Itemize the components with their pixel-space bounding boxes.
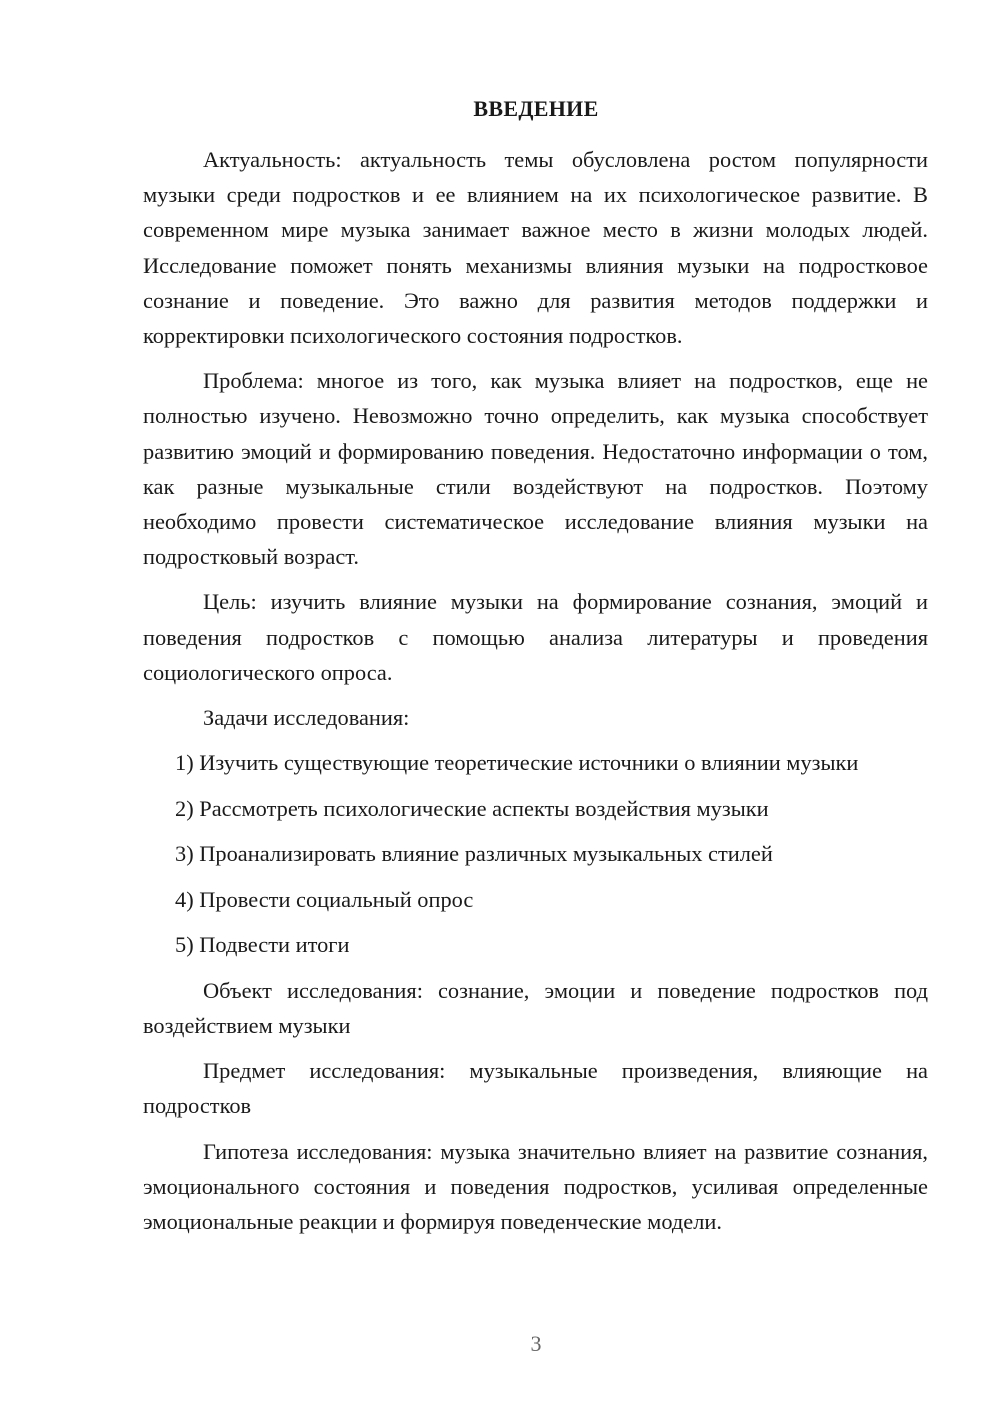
object-paragraph: Объект исследования: сознание, эмоции и поведение подростков под воздействием музыки: [143, 977, 928, 1038]
task-item: 4) Провести социальный опрос: [175, 886, 474, 912]
goal-paragraph: Цель: изучить влияние музыки на формирование сознания, эмоций и поведения подростков с помощью анализа литературы и проведения социологического опроса.: [143, 589, 928, 685]
hypothesis-paragraph: Гипотеза исследования: музыка значительно влияет на развитие сознания, эмоционального состояния и поведения подростков, усиливая определенные эмоциональные реакции и формируя поведенческие модели.: [143, 1138, 928, 1234]
page-title: ВВЕДЕНИЕ: [473, 96, 599, 121]
tasks-heading: Задачи исследования:: [203, 705, 410, 731]
subject-paragraph: Предмет исследования: музыкальные произведения, влияющие на подростков: [143, 1058, 928, 1119]
page-body: [143, 142, 928, 1239]
page-number: 3: [530, 1331, 542, 1356]
task-item: 2) Рассмотреть психологические аспекты воздействия музыки: [175, 795, 769, 821]
tasks-list: [143, 745, 928, 973]
task-item: 1) Изучить существующие теоретические источники о влиянии музыки: [175, 750, 859, 776]
problem-paragraph: Проблема: многое из того, как музыка влияет на подростков, еще не полностью изучено. Невозможно точно определить, как музыка способствует развитию эмоций и формированию поведения. Недостаточно информации о том, как разные музыкальные стили воздействуют на подростков. Поэтому необходимо провести систематическое исследование влияния музыки на подростковый возраст.: [143, 368, 928, 570]
task-item: 5) Подвести итоги: [175, 932, 350, 958]
relevance-paragraph: Актуальность: актуальность темы обусловлена ростом популярности музыки среди подростков и ее влиянием на их психологическое развитие. В современном мире музыка занимает важное место в жизни молодых людей. Исследование поможет понять механизмы влияния музыки на подростковое сознание и поведение. Это важно для развития методов поддержки и корректировки психологического состояния подростков.: [143, 147, 928, 349]
task-item: 3) Проанализировать влияние различных музыкальных стилей: [175, 841, 773, 867]
